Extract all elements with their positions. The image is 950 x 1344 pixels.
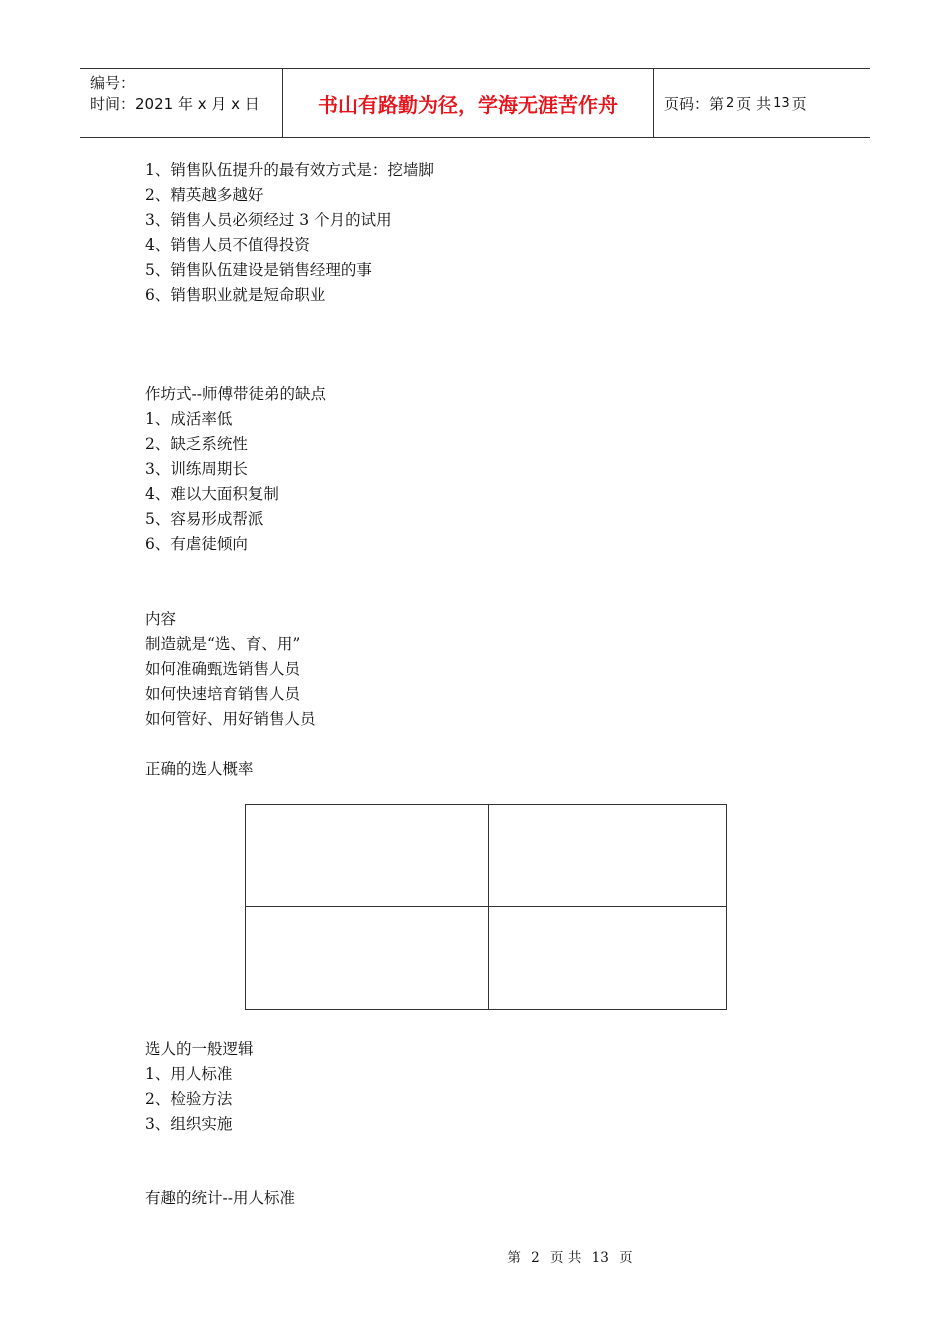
- list-item: 4、难以大面积复制: [145, 485, 279, 503]
- list-item: 6、有虐徒倾向: [145, 535, 248, 553]
- section-title: 内容: [145, 610, 177, 628]
- document-time-label: 时间：2021 年 x 月 x 日: [90, 95, 260, 113]
- section-title: 正确的选人概率: [145, 760, 254, 778]
- list-item: 如何快速培育销售人员: [145, 685, 301, 703]
- list-item: 2、检验方法: [145, 1090, 233, 1108]
- footer-suffix: 页: [619, 1250, 633, 1266]
- section-selection-probability: [145, 757, 254, 782]
- section-contents: [145, 607, 316, 732]
- page-footer: [0, 1246, 950, 1266]
- section-title: 选人的一般逻辑: [145, 1040, 254, 1058]
- page-current: 2: [726, 95, 735, 111]
- list-item: 如何管好、用好销售人员: [145, 710, 316, 728]
- list-item: 2、精英越多越好: [145, 186, 264, 204]
- section-workshop-drawbacks: [145, 382, 326, 557]
- footer-mid: 页 共: [550, 1250, 582, 1266]
- list-item: 制造就是“选、育、用”: [145, 635, 301, 653]
- document-number-label: 编号：: [90, 74, 136, 92]
- header-meta: [80, 69, 282, 137]
- section-misconceptions: [145, 158, 434, 308]
- section-interesting-stats: [145, 1186, 295, 1211]
- list-item: 如何准确甄选销售人员: [145, 660, 301, 678]
- list-item: 1、用人标准: [145, 1065, 233, 1083]
- page-header: [80, 68, 870, 138]
- page-prefix: 页码：第: [664, 94, 725, 113]
- page-mid: 页 共: [736, 94, 772, 113]
- grid-divider-vertical: [488, 805, 489, 1009]
- section-selection-logic: [145, 1037, 254, 1137]
- footer-current: 2: [531, 1250, 540, 1266]
- list-item: 5、销售队伍建设是销售经理的事: [145, 261, 372, 279]
- list-item: 4、销售人员不值得投资: [145, 236, 310, 254]
- footer-total: 13: [591, 1250, 609, 1266]
- page-total: 13: [773, 95, 790, 111]
- section-title: 作坊式--师傅带徒弟的缺点: [145, 385, 326, 403]
- list-item: 3、组织实施: [145, 1115, 233, 1133]
- header-page-info: [654, 69, 870, 137]
- list-item: 1、成活率低: [145, 410, 233, 428]
- probability-grid: [245, 804, 727, 1010]
- footer-prefix: 第: [507, 1250, 521, 1266]
- list-item: 2、缺乏系统性: [145, 435, 248, 453]
- page-suffix: 页: [791, 94, 807, 113]
- header-motto: 书山有路勤为径，学海无涯苦作舟: [282, 69, 654, 137]
- section-title: 有趣的统计--用人标准: [145, 1189, 295, 1207]
- list-item: 5、容易形成帮派: [145, 510, 264, 528]
- grid-divider-horizontal: [246, 906, 726, 907]
- list-item: 6、销售职业就是短命职业: [145, 286, 326, 304]
- list-item: 1、销售队伍提升的最有效方式是：挖墙脚: [145, 161, 434, 179]
- list-item: 3、训练周期长: [145, 460, 248, 478]
- list-item: 3、销售人员必须经过 3 个月的试用: [145, 211, 392, 229]
